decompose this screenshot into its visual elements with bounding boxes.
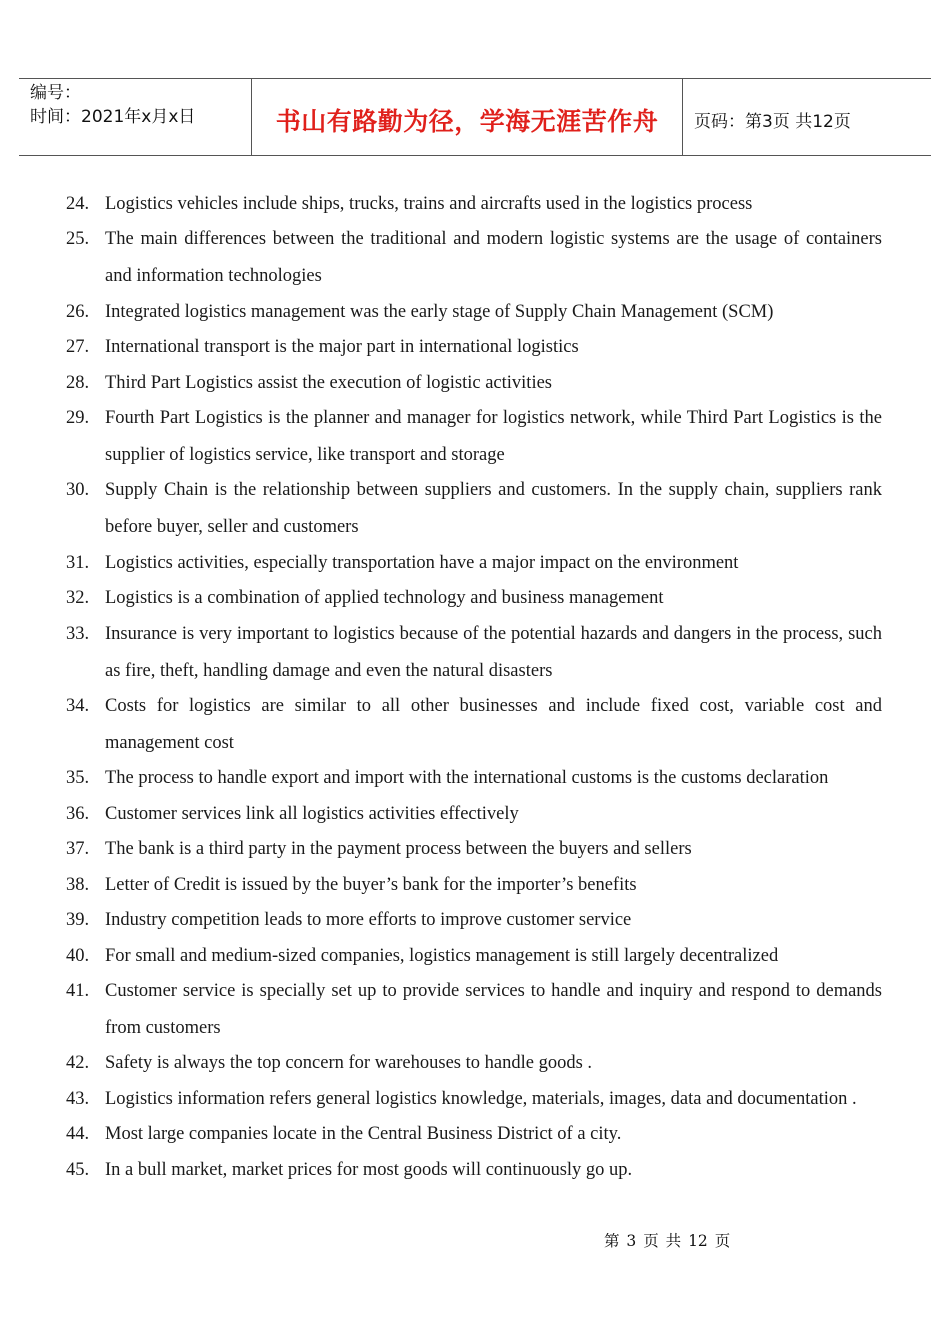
list-item-text: Costs for logistics are similar to all other businesses and include fixed cost, variable cost and management cost	[105, 696, 882, 754]
list-item-text: The process to handle export and import with the international customs is the customs declaration	[105, 768, 829, 789]
list-item-text: Fourth Part Logistics is the planner and manager for logistics network, while Third Part Logistics is the supplier of logistics service, like transport and storage	[105, 408, 882, 466]
list-item-number: 41.	[66, 980, 90, 1001]
list-item	[0, 1152, 950, 1189]
list-item-text: Third Part Logistics assist the execution of logistic activities	[105, 372, 552, 393]
list-item-text: The main differences between the traditional and modern logistic systems are the usage of containers and information technologies	[105, 229, 882, 287]
list-item	[0, 221, 950, 295]
page-footer: 第 3 页 共 12 页	[604, 1232, 731, 1250]
list-item	[0, 294, 950, 331]
list-item-number: 39.	[66, 910, 90, 931]
list-item-number: 32.	[66, 588, 90, 609]
list-item-text: International transport is the major part in international logistics	[105, 337, 579, 358]
list-item	[0, 472, 950, 546]
list-item-text: Logistics activities, especially transportation have a major impact on the environment	[105, 552, 739, 573]
header-number-label: 编号：	[30, 83, 81, 103]
list-item-text: Letter of Credit is issued by the buyer’s bank for the importer’s benefits	[105, 874, 637, 895]
list-item	[0, 329, 950, 366]
list-item-number: 35.	[66, 768, 90, 789]
list-item	[0, 867, 950, 904]
list-item	[0, 616, 950, 690]
list-item-text: Integrated logistics management was the early stage of Supply Chain Management (SCM)	[105, 301, 774, 322]
list-item-number: 30.	[66, 480, 90, 501]
list-item-text: Most large companies locate in the Central Business District of a city.	[105, 1124, 622, 1145]
list-item-text: Safety is always the top concern for warehouses to handle goods .	[105, 1053, 593, 1074]
list-item-number: 45.	[66, 1159, 90, 1180]
list-item-text: Industry competition leads to more efforts to improve customer service	[105, 910, 632, 931]
list-item	[0, 938, 950, 975]
list-item	[0, 580, 950, 617]
list-item-text: Customer services link all logistics activities effectively	[105, 803, 519, 824]
header-motto: 书山有路勤为径，学海无涯苦作舟	[252, 79, 683, 155]
list-item	[0, 902, 950, 939]
list-item-number: 36.	[66, 803, 90, 824]
list-item-number: 24.	[66, 194, 90, 214]
list-item-number: 26.	[66, 301, 90, 322]
list-item-number: 27.	[66, 337, 90, 358]
numbered-list	[0, 186, 950, 1187]
header-meta	[19, 79, 252, 155]
list-item	[0, 1116, 950, 1153]
list-item-number: 38.	[66, 874, 90, 895]
list-item-number: 31.	[66, 552, 90, 573]
list-item	[0, 186, 950, 223]
list-item-number: 37.	[66, 839, 90, 860]
list-item-text: Logistics is a combination of applied technology and business management	[105, 588, 664, 609]
list-item-text: Customer service is specially set up to provide services to handle and inquiry and respond to demands from customers	[105, 980, 882, 1038]
list-item-number: 29.	[66, 408, 90, 429]
list-item	[0, 796, 950, 833]
list-item	[0, 831, 950, 868]
list-item	[0, 1081, 950, 1118]
list-item	[0, 688, 950, 762]
list-item-text: The bank is a third party in the payment process between the buyers and sellers	[105, 839, 692, 860]
list-item-text: Logistics information refers general logistics knowledge, materials, images, data and documentation .	[105, 1088, 857, 1109]
list-item	[0, 365, 950, 402]
list-item-number: 40.	[66, 945, 90, 966]
header-page-info: 页码：第3页 共12页	[694, 111, 851, 132]
list-item-text: Insurance is very important to logistics because of the potential hazards and dangers in the process, such as fire, theft, handling damage and even the natural disasters	[105, 623, 882, 681]
list-item	[0, 973, 950, 1047]
list-item	[0, 760, 950, 797]
page-header	[19, 78, 931, 156]
list-item-number: 34.	[66, 696, 90, 717]
list-item-text: Logistics vehicles include ships, trucks, trains and aircrafts used in the logistics process	[105, 194, 753, 214]
list-item-text: For small and medium-sized companies, logistics management is still largely decentralized	[105, 945, 779, 966]
list-item-number: 28.	[66, 372, 90, 393]
list-item-number: 42.	[66, 1053, 90, 1074]
list-item-number: 44.	[66, 1124, 90, 1145]
header-time-label: 时间：2021年x月x日	[30, 107, 196, 127]
list-item-number: 25.	[66, 229, 90, 250]
list-item-text: Supply Chain is the relationship between suppliers and customers. In the supply chain, suppliers rank before buyer, seller and customers	[105, 480, 882, 538]
list-item	[0, 400, 950, 474]
list-item	[0, 545, 950, 582]
list-item-number: 33.	[66, 623, 90, 644]
list-item	[0, 1045, 950, 1082]
list-item-number: 43.	[66, 1088, 90, 1109]
list-item-text: In a bull market, market prices for most goods will continuously go up.	[105, 1159, 633, 1180]
